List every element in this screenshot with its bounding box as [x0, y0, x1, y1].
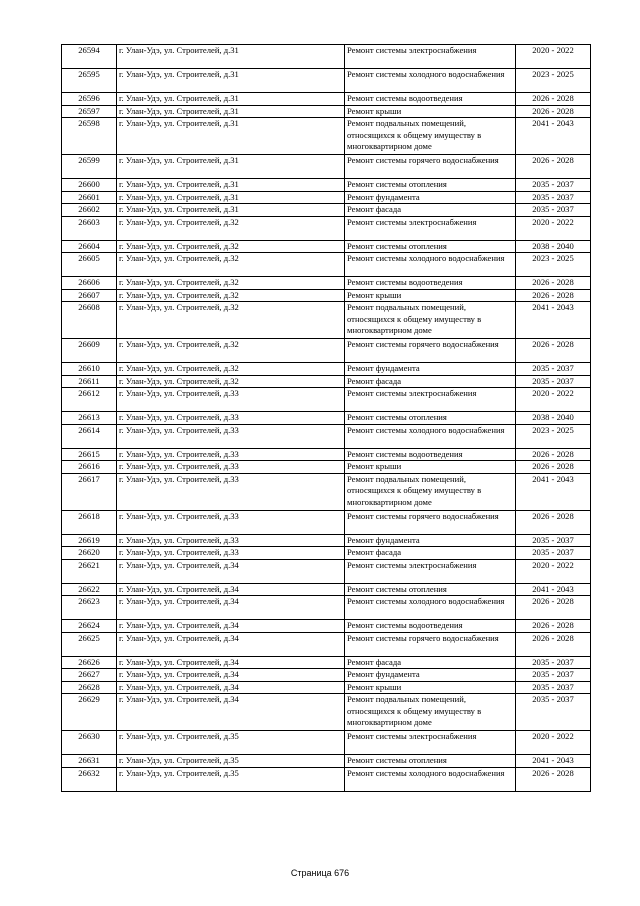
- work-type-cell: Ремонт фундамента: [345, 534, 516, 547]
- work-type-cell: Ремонт системы электроснабжения: [345, 388, 516, 412]
- table-row: [62, 277, 591, 290]
- address-cell: г. Улан-Удэ, ул. Строителей, д.34: [117, 694, 345, 731]
- period-cell: 2035 - 2037: [516, 534, 591, 547]
- work-type-cell: Ремонт системы горячего водоснабжения: [345, 339, 516, 363]
- work-type-cell: Ремонт системы холодного водоснабжения: [345, 253, 516, 277]
- work-type-cell: Ремонт системы холодного водоснабжения: [345, 767, 516, 791]
- work-type-cell: Ремонт системы холодного водоснабжения: [345, 424, 516, 448]
- work-type-cell: Ремонт системы отопления: [345, 240, 516, 253]
- work-type-cell: Ремонт фундамента: [345, 191, 516, 204]
- table-row: [62, 583, 591, 596]
- record-id: 26597: [62, 105, 117, 118]
- work-type-cell: Ремонт подвальных помещений, относящихся к общему имуществу в многоквартирном доме: [345, 302, 516, 339]
- table-row: [62, 240, 591, 253]
- period-cell: 2035 - 2037: [516, 694, 591, 731]
- period-cell: 2026 - 2028: [516, 277, 591, 290]
- record-id: 26632: [62, 767, 117, 791]
- table-row: [62, 216, 591, 240]
- period-cell: 2026 - 2028: [516, 93, 591, 106]
- table-row: [62, 755, 591, 768]
- address-cell: г. Улан-Удэ, ул. Строителей, д.34: [117, 583, 345, 596]
- work-type-cell: Ремонт системы холодного водоснабжения: [345, 596, 516, 620]
- work-type-cell: Ремонт подвальных помещений, относящихся к общему имуществу в многоквартирном доме: [345, 118, 516, 155]
- address-cell: г. Улан-Удэ, ул. Строителей, д.31: [117, 155, 345, 179]
- record-id: 26610: [62, 363, 117, 376]
- record-id: 26626: [62, 656, 117, 669]
- address-cell: г. Улан-Удэ, ул. Строителей, д.31: [117, 45, 345, 69]
- table-row: [62, 93, 591, 106]
- period-cell: 2023 - 2025: [516, 424, 591, 448]
- address-cell: г. Улан-Удэ, ул. Строителей, д.34: [117, 681, 345, 694]
- period-cell: 2035 - 2037: [516, 669, 591, 682]
- record-id: 26594: [62, 45, 117, 69]
- address-cell: г. Улан-Удэ, ул. Строителей, д.31: [117, 191, 345, 204]
- record-id: 26604: [62, 240, 117, 253]
- address-cell: г. Улан-Удэ, ул. Строителей, д.31: [117, 93, 345, 106]
- address-cell: г. Улан-Удэ, ул. Строителей, д.33: [117, 534, 345, 547]
- address-cell: г. Улан-Удэ, ул. Строителей, д.31: [117, 204, 345, 217]
- table-row: [62, 473, 591, 510]
- address-cell: г. Улан-Удэ, ул. Строителей, д.33: [117, 424, 345, 448]
- address-cell: г. Улан-Удэ, ул. Строителей, д.34: [117, 559, 345, 583]
- table-row: [62, 179, 591, 192]
- table-row: [62, 253, 591, 277]
- record-id: 26614: [62, 424, 117, 448]
- table-row: [62, 155, 591, 179]
- address-cell: г. Улан-Удэ, ул. Строителей, д.34: [117, 596, 345, 620]
- address-cell: г. Улан-Удэ, ул. Строителей, д.33: [117, 388, 345, 412]
- period-cell: 2041 - 2043: [516, 473, 591, 510]
- capital-repair-table: [61, 44, 591, 792]
- address-cell: г. Улан-Удэ, ул. Строителей, д.32: [117, 363, 345, 376]
- address-cell: г. Улан-Удэ, ул. Строителей, д.35: [117, 731, 345, 755]
- record-id: 26607: [62, 289, 117, 302]
- address-cell: г. Улан-Удэ, ул. Строителей, д.33: [117, 412, 345, 425]
- work-type-cell: Ремонт крыши: [345, 289, 516, 302]
- work-type-cell: Ремонт системы водоотведения: [345, 620, 516, 633]
- table-row: [62, 363, 591, 376]
- address-cell: г. Улан-Удэ, ул. Строителей, д.32: [117, 289, 345, 302]
- record-id: 26628: [62, 681, 117, 694]
- period-cell: 2038 - 2040: [516, 240, 591, 253]
- table-row: [62, 767, 591, 791]
- record-id: 26609: [62, 339, 117, 363]
- period-cell: 2035 - 2037: [516, 681, 591, 694]
- work-type-cell: Ремонт системы отопления: [345, 755, 516, 768]
- table-row: [62, 339, 591, 363]
- address-cell: г. Улан-Удэ, ул. Строителей, д.32: [117, 375, 345, 388]
- work-type-cell: Ремонт системы горячего водоснабжения: [345, 155, 516, 179]
- address-cell: г. Улан-Удэ, ул. Строителей, д.33: [117, 473, 345, 510]
- table-row: [62, 596, 591, 620]
- table-row: [62, 204, 591, 217]
- table-row: [62, 289, 591, 302]
- work-type-cell: Ремонт фундамента: [345, 363, 516, 376]
- period-cell: 2020 - 2022: [516, 388, 591, 412]
- period-cell: 2026 - 2028: [516, 448, 591, 461]
- address-cell: г. Улан-Удэ, ул. Строителей, д.33: [117, 510, 345, 534]
- work-type-cell: Ремонт фасада: [345, 547, 516, 560]
- record-id: 26618: [62, 510, 117, 534]
- period-cell: 2026 - 2028: [516, 339, 591, 363]
- work-type-cell: Ремонт системы холодного водоснабжения: [345, 69, 516, 93]
- address-cell: г. Улан-Удэ, ул. Строителей, д.34: [117, 669, 345, 682]
- period-cell: 2026 - 2028: [516, 510, 591, 534]
- period-cell: 2026 - 2028: [516, 767, 591, 791]
- period-cell: 2038 - 2040: [516, 412, 591, 425]
- work-type-cell: Ремонт фундамента: [345, 669, 516, 682]
- work-type-cell: Ремонт системы горячего водоснабжения: [345, 632, 516, 656]
- address-cell: г. Улан-Удэ, ул. Строителей, д.34: [117, 656, 345, 669]
- work-type-cell: Ремонт фасада: [345, 375, 516, 388]
- period-cell: 2026 - 2028: [516, 155, 591, 179]
- period-cell: 2020 - 2022: [516, 216, 591, 240]
- table-row: [62, 388, 591, 412]
- work-type-cell: Ремонт системы электроснабжения: [345, 731, 516, 755]
- table-row: [62, 547, 591, 560]
- record-id: 26627: [62, 669, 117, 682]
- table-row: [62, 632, 591, 656]
- address-cell: г. Улан-Удэ, ул. Строителей, д.33: [117, 461, 345, 474]
- work-type-cell: Ремонт системы водоотведения: [345, 448, 516, 461]
- work-type-cell: Ремонт крыши: [345, 105, 516, 118]
- period-cell: 2020 - 2022: [516, 45, 591, 69]
- period-cell: 2041 - 2043: [516, 583, 591, 596]
- period-cell: 2041 - 2043: [516, 755, 591, 768]
- work-type-cell: Ремонт подвальных помещений, относящихся к общему имуществу в многоквартирном доме: [345, 694, 516, 731]
- address-cell: г. Улан-Удэ, ул. Строителей, д.32: [117, 253, 345, 277]
- address-cell: г. Улан-Удэ, ул. Строителей, д.31: [117, 118, 345, 155]
- record-id: 26612: [62, 388, 117, 412]
- period-cell: 2035 - 2037: [516, 547, 591, 560]
- record-id: 26599: [62, 155, 117, 179]
- address-cell: г. Улан-Удэ, ул. Строителей, д.35: [117, 767, 345, 791]
- address-cell: г. Улан-Удэ, ул. Строителей, д.34: [117, 620, 345, 633]
- period-cell: 2035 - 2037: [516, 204, 591, 217]
- table-row: [62, 45, 591, 69]
- table-row: [62, 424, 591, 448]
- record-id: 26622: [62, 583, 117, 596]
- table-row: [62, 510, 591, 534]
- table-row: [62, 559, 591, 583]
- record-id: 26615: [62, 448, 117, 461]
- address-cell: г. Улан-Удэ, ул. Строителей, д.33: [117, 448, 345, 461]
- address-cell: г. Улан-Удэ, ул. Строителей, д.32: [117, 339, 345, 363]
- table-row: [62, 105, 591, 118]
- table-row: [62, 656, 591, 669]
- address-cell: г. Улан-Удэ, ул. Строителей, д.31: [117, 69, 345, 93]
- address-cell: г. Улан-Удэ, ул. Строителей, д.33: [117, 547, 345, 560]
- record-id: 26601: [62, 191, 117, 204]
- record-id: 26613: [62, 412, 117, 425]
- record-id: 26596: [62, 93, 117, 106]
- table-row: [62, 69, 591, 93]
- table-row: [62, 302, 591, 339]
- record-id: 26629: [62, 694, 117, 731]
- work-type-cell: Ремонт системы отопления: [345, 583, 516, 596]
- period-cell: 2035 - 2037: [516, 191, 591, 204]
- table-row: [62, 534, 591, 547]
- period-cell: 2026 - 2028: [516, 461, 591, 474]
- period-cell: 2041 - 2043: [516, 118, 591, 155]
- work-type-cell: Ремонт фасада: [345, 656, 516, 669]
- page-number-label: Страница 676: [290, 868, 350, 878]
- record-id: 26616: [62, 461, 117, 474]
- period-cell: 2026 - 2028: [516, 596, 591, 620]
- work-type-cell: Ремонт системы электроснабжения: [345, 216, 516, 240]
- table-row: [62, 375, 591, 388]
- work-type-cell: Ремонт системы отопления: [345, 179, 516, 192]
- table-row: [62, 191, 591, 204]
- period-cell: 2026 - 2028: [516, 620, 591, 633]
- table-row: [62, 731, 591, 755]
- work-type-cell: Ремонт системы отопления: [345, 412, 516, 425]
- table-row: [62, 694, 591, 731]
- record-id: 26606: [62, 277, 117, 290]
- work-type-cell: Ремонт системы электроснабжения: [345, 559, 516, 583]
- period-cell: 2023 - 2025: [516, 69, 591, 93]
- table-row: [62, 118, 591, 155]
- record-id: 26623: [62, 596, 117, 620]
- record-id: 26625: [62, 632, 117, 656]
- table-body: [62, 45, 591, 792]
- table-row: [62, 461, 591, 474]
- period-cell: 2020 - 2022: [516, 559, 591, 583]
- record-id: 26600: [62, 179, 117, 192]
- period-cell: 2026 - 2028: [516, 632, 591, 656]
- record-id: 26611: [62, 375, 117, 388]
- address-cell: г. Улан-Удэ, ул. Строителей, д.31: [117, 105, 345, 118]
- record-id: 26620: [62, 547, 117, 560]
- record-id: 26617: [62, 473, 117, 510]
- period-cell: 2026 - 2028: [516, 105, 591, 118]
- work-type-cell: Ремонт системы электроснабжения: [345, 45, 516, 69]
- work-type-cell: Ремонт крыши: [345, 461, 516, 474]
- period-cell: 2035 - 2037: [516, 656, 591, 669]
- record-id: 26603: [62, 216, 117, 240]
- address-cell: г. Улан-Удэ, ул. Строителей, д.32: [117, 277, 345, 290]
- address-cell: г. Улан-Удэ, ул. Строителей, д.35: [117, 755, 345, 768]
- period-cell: 2023 - 2025: [516, 253, 591, 277]
- address-cell: г. Улан-Удэ, ул. Строителей, д.32: [117, 240, 345, 253]
- period-cell: 2035 - 2037: [516, 179, 591, 192]
- record-id: 26608: [62, 302, 117, 339]
- page-footer: [0, 868, 640, 878]
- record-id: 26619: [62, 534, 117, 547]
- table-row: [62, 681, 591, 694]
- table-row: [62, 620, 591, 633]
- work-type-cell: Ремонт фасада: [345, 204, 516, 217]
- address-cell: г. Улан-Удэ, ул. Строителей, д.32: [117, 302, 345, 339]
- address-cell: г. Улан-Удэ, ул. Строителей, д.34: [117, 632, 345, 656]
- address-cell: г. Улан-Удэ, ул. Строителей, д.31: [117, 179, 345, 192]
- record-id: 26595: [62, 69, 117, 93]
- work-type-cell: Ремонт системы водоотведения: [345, 93, 516, 106]
- period-cell: 2026 - 2028: [516, 289, 591, 302]
- address-cell: г. Улан-Удэ, ул. Строителей, д.32: [117, 216, 345, 240]
- record-id: 26602: [62, 204, 117, 217]
- work-type-cell: Ремонт системы водоотведения: [345, 277, 516, 290]
- period-cell: 2035 - 2037: [516, 375, 591, 388]
- work-type-cell: Ремонт крыши: [345, 681, 516, 694]
- record-id: 26624: [62, 620, 117, 633]
- table-row: [62, 412, 591, 425]
- period-cell: 2020 - 2022: [516, 731, 591, 755]
- record-id: 26621: [62, 559, 117, 583]
- period-cell: 2041 - 2043: [516, 302, 591, 339]
- record-id: 26605: [62, 253, 117, 277]
- table-row: [62, 669, 591, 682]
- table-row: [62, 448, 591, 461]
- record-id: 26631: [62, 755, 117, 768]
- work-type-cell: Ремонт подвальных помещений, относящихся к общему имуществу в многоквартирном доме: [345, 473, 516, 510]
- record-id: 26630: [62, 731, 117, 755]
- work-type-cell: Ремонт системы горячего водоснабжения: [345, 510, 516, 534]
- record-id: 26598: [62, 118, 117, 155]
- period-cell: 2035 - 2037: [516, 363, 591, 376]
